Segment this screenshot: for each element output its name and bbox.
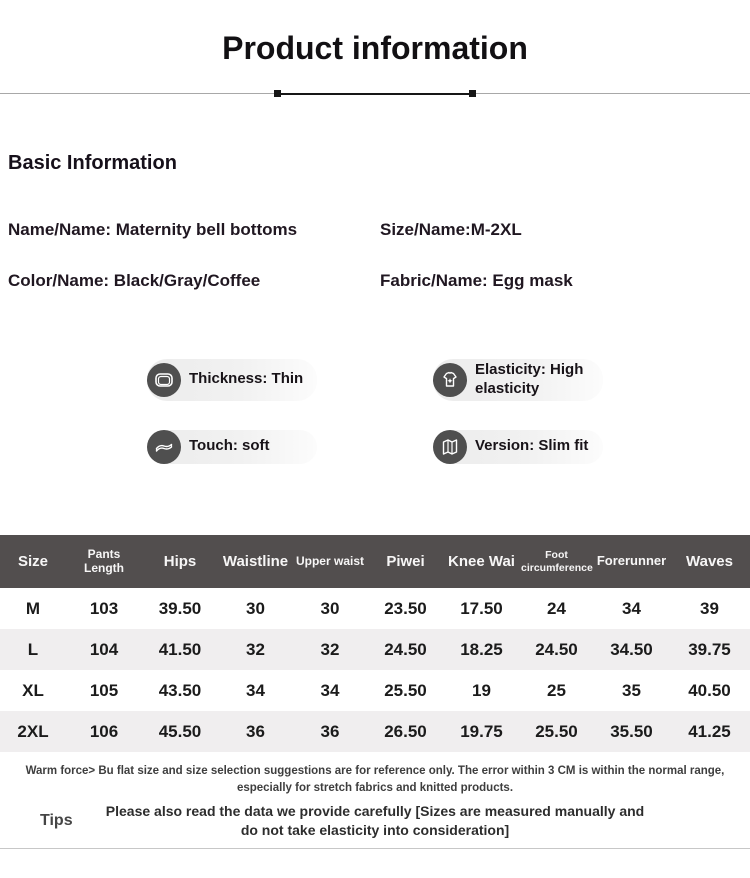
cell-value: 34 bbox=[246, 680, 265, 700]
divider-cap-left bbox=[274, 90, 281, 97]
cell-value: 23.50 bbox=[384, 598, 427, 618]
cell-size: M bbox=[25, 598, 41, 618]
cell-value: 24 bbox=[547, 598, 566, 618]
cell-value: 24.50 bbox=[384, 639, 427, 659]
field-color: Color/Name: Black/Gray/Coffee bbox=[8, 271, 261, 290]
cell-value: 106 bbox=[89, 721, 119, 741]
folded-map-icon bbox=[433, 430, 467, 464]
cell-value: 39.50 bbox=[158, 598, 202, 618]
col-header-foot-circumference: Foot circumference bbox=[519, 535, 594, 588]
cell-size: L bbox=[27, 639, 39, 659]
cell-value: 34 bbox=[320, 680, 340, 700]
col-header-piwei: Piwei bbox=[367, 535, 444, 588]
cell-value: 19.75 bbox=[460, 721, 503, 741]
fabric-layer-icon bbox=[147, 363, 181, 397]
tips-note-small: Warm force> Bu flat size and size selection suggestions are for reference only. The error within 3 CM is within the normal range, especially for stretch fabrics and knitted products. bbox=[25, 765, 725, 794]
cell-value: 35 bbox=[622, 680, 641, 700]
bottom-divider bbox=[0, 848, 750, 849]
size-table-header bbox=[0, 535, 750, 588]
col-header-forerunner: Forerunner bbox=[594, 535, 669, 588]
badge-touch-label: Touch: soft bbox=[189, 437, 270, 455]
badge-version-label: Version: Slim fit bbox=[475, 437, 589, 455]
badge-touch bbox=[147, 430, 317, 464]
tshirt-star-icon bbox=[433, 363, 467, 397]
cell-value: 43.50 bbox=[158, 680, 202, 700]
badge-elasticity-label: Elasticity: High elasticity bbox=[475, 361, 584, 397]
title-divider bbox=[0, 90, 750, 98]
cell-value: 17.50 bbox=[460, 598, 503, 618]
cell-value: 105 bbox=[89, 680, 119, 700]
cell-value: 35.50 bbox=[610, 721, 653, 741]
tips-note-bold: Please also read the data we provide carefully [Sizes are measured manually and do not take elasticity into consideration] bbox=[105, 803, 645, 838]
badge-elasticity bbox=[433, 359, 603, 401]
col-header-pants-length: Pants Length bbox=[66, 535, 142, 588]
attribute-badges bbox=[147, 359, 603, 464]
field-size-range: Size/Name:M-2XL bbox=[380, 220, 522, 239]
field-product-name: Name/Name: Maternity bell bottoms bbox=[8, 220, 298, 239]
cell-size: XL bbox=[22, 680, 44, 700]
size-table bbox=[0, 535, 750, 752]
cell-value: 41.50 bbox=[158, 639, 202, 659]
col-header-size: Size bbox=[0, 535, 66, 588]
table-row-xl bbox=[0, 670, 750, 711]
col-header-hips: Hips bbox=[142, 535, 218, 588]
col-header-knee-wai: Knee Wai bbox=[444, 535, 519, 588]
wavy-ribbon-icon bbox=[147, 430, 181, 464]
cell-value: 18.25 bbox=[460, 639, 503, 659]
badge-thickness bbox=[147, 359, 317, 401]
cell-value: 25.50 bbox=[535, 721, 578, 741]
cell-value: 103 bbox=[89, 598, 119, 618]
cell-value: 30 bbox=[246, 598, 265, 618]
cell-size: 2XL bbox=[17, 721, 49, 741]
tips-section bbox=[0, 763, 750, 848]
cell-value: 39.75 bbox=[688, 639, 731, 659]
table-row-l bbox=[0, 629, 750, 670]
col-header-waves: Waves bbox=[669, 535, 750, 588]
cell-value: 34.50 bbox=[610, 639, 653, 659]
badge-version bbox=[433, 430, 603, 464]
cell-value: 40.50 bbox=[688, 680, 731, 700]
cell-value: 19 bbox=[472, 680, 491, 700]
cell-value: 25.50 bbox=[384, 680, 427, 700]
cell-value: 25 bbox=[547, 680, 566, 700]
divider-cap-right bbox=[469, 90, 476, 97]
basic-info-fields bbox=[8, 220, 742, 291]
cell-value: 45.50 bbox=[158, 721, 202, 741]
page-title: Product information bbox=[222, 30, 528, 66]
table-row-2xl bbox=[0, 711, 750, 752]
basic-information-heading: Basic Information bbox=[8, 152, 177, 174]
cell-value: 104 bbox=[89, 639, 119, 659]
col-header-waistline: Waistline bbox=[218, 535, 293, 588]
badge-thickness-label: Thickness: Thin bbox=[189, 370, 304, 388]
cell-value: 30 bbox=[320, 598, 340, 618]
cell-value: 32 bbox=[246, 639, 265, 659]
tips-label: Tips bbox=[40, 812, 73, 830]
cell-value: 26.50 bbox=[384, 721, 427, 741]
cell-value: 34 bbox=[622, 598, 641, 618]
divider-accent-segment bbox=[277, 93, 473, 95]
table-row-m bbox=[0, 588, 750, 629]
field-fabric: Fabric/Name: Egg mask bbox=[380, 271, 573, 290]
cell-value: 41.25 bbox=[688, 721, 731, 741]
cell-value: 36 bbox=[320, 721, 340, 741]
cell-value: 24.50 bbox=[535, 639, 578, 659]
cell-value: 32 bbox=[320, 639, 340, 659]
col-header-upper-waist: Upper waist bbox=[293, 535, 367, 588]
cell-value: 36 bbox=[246, 721, 265, 741]
cell-value: 39 bbox=[700, 598, 719, 618]
